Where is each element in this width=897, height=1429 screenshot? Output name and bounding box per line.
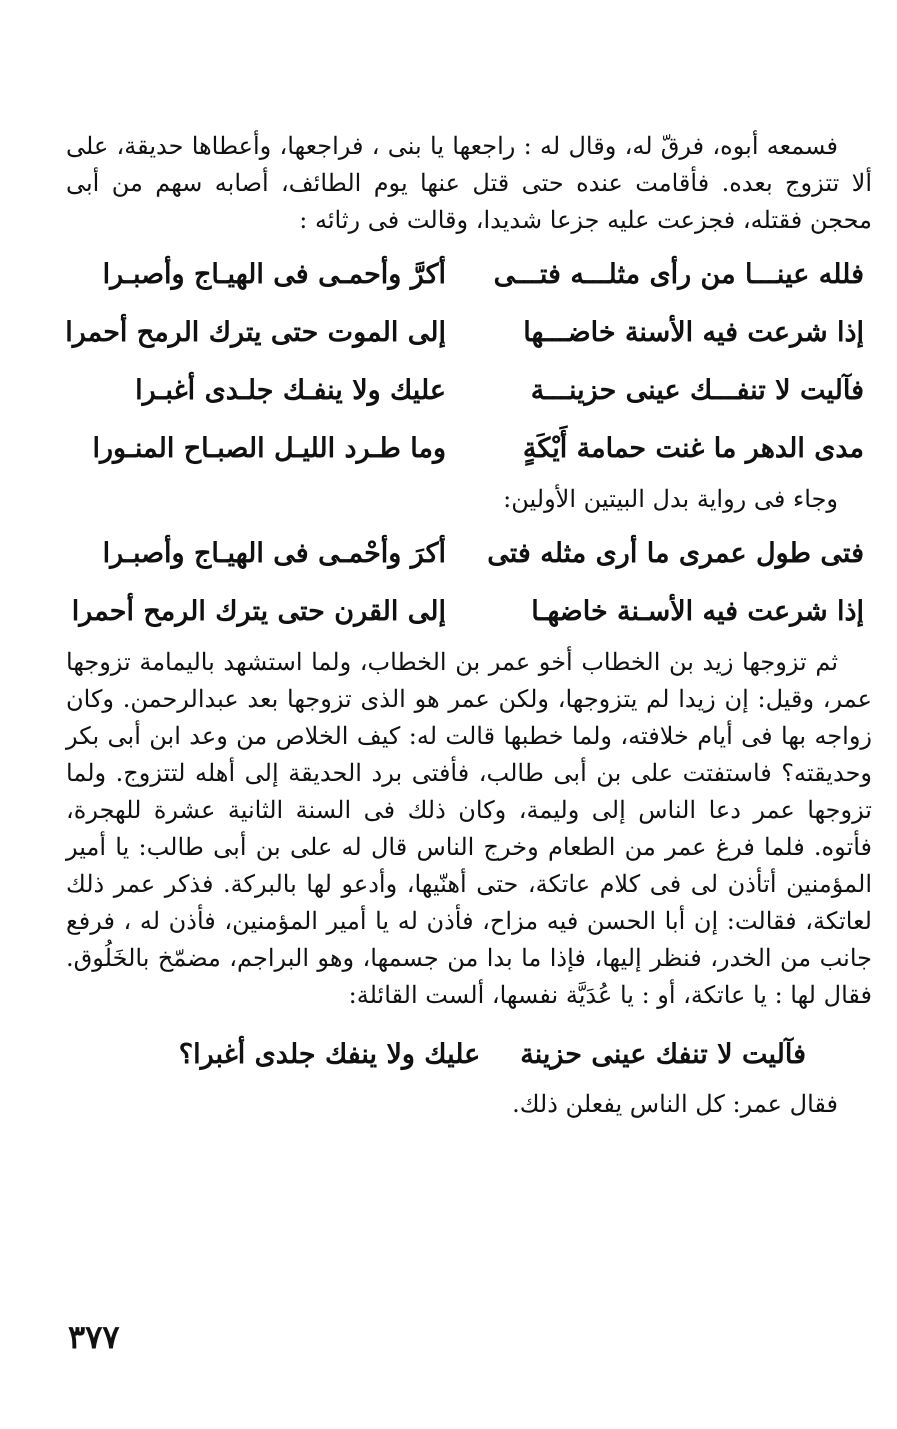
page-content <box>66 128 872 1123</box>
verse-line <box>66 524 872 582</box>
page-number: ٣٧٧ <box>68 1318 120 1356</box>
paragraph-2: وجاء فى رواية بدل البيتين الأولين: <box>503 485 838 513</box>
second-hemistich: عليك ولا ينفك جلدى أغبرا؟ <box>178 1038 481 1070</box>
verse-line <box>66 582 872 640</box>
verse-line <box>66 361 872 419</box>
first-hemistich: فآليت لا تنفـــك عينى حزينـــة <box>530 374 864 406</box>
first-hemistich: فلله عينـــا من رأى مثلـــه فتـــى <box>493 258 864 290</box>
first-hemistich: مدى الدهر ما غنت حمامة أَيْكَةٍ <box>522 432 864 464</box>
paragraph-3: ثم تزوجها زيد بن الخطاب أخو عمر بن الخطاب، ولما استشهد باليمامة تزوجها عمر، وقيل: إن زيدا لم يتزوجها، ولكن عمر هو الذى تزوجها بعد عبدالرحمن. وكان زواجه بها فى أيام خلافته، ولما خطبها قالت له: كيف الخلاص من وعد ابن أبى بكر وحديقته؟ فاستفتت على بن أبى طالب، فأفتى برد الحديقة إلى أهله لتتزوج. ولما تزوجها عمر دعا الناس إلى وليمة، وكان ذلك فى السنة الثانية عشرة للهجرة، فأتوه. فلما فرغ عمر من الطعام وخرج الناس قال له على بن أبى طالب: يا أمير المؤمنين أتأذن لى فى كلام عاتكة، حتى أهنّيها، وأدعو لها بالبركة. فذكر عمر ذلك لعاتكة، فقالت: إن أبا الحسن فيه مزاح، فأذن له يا أمير المؤمنين، فأذن له ، فرفع جانب من الخدر، فنظر إليها، فإذا ما بدا من جسمها، وهو البراجم، مضمّخ بالخَلُوق. فقال لها : يا عاتكة، أو : يا عُدَيَّة نفسها، ألست القائلة: <box>66 648 872 1009</box>
poem-variant <box>66 524 872 640</box>
verse-line <box>66 303 872 361</box>
poem-elegy <box>66 245 872 477</box>
second-hemistich: إلى القرن حتى يترك الرمح أحمرا <box>71 595 446 627</box>
first-hemistich: فتى طول عمرى ما أرى مثله فتى <box>487 537 864 569</box>
second-hemistich: وما طـرد الليـل الصبـاح المنـورا <box>92 432 446 464</box>
second-hemistich: إلى الموت حتى يترك الرمح أحمرا <box>65 316 446 348</box>
second-hemistich: أكرَّ وأحمـى فى الهيـاج وأصبـرا <box>102 258 446 290</box>
verse-line <box>66 245 872 303</box>
first-hemistich: فآليت لا تنفك عينى حزينة <box>520 1038 806 1070</box>
quoted-verse <box>66 1022 872 1086</box>
second-hemistich: أكرَ وأحْمـى فى الهيـاج وأصبـرا <box>102 537 446 569</box>
paragraph-1: فسمعه أبوه، فرقّ له، وقال له : راجعها يا بنى ، فراجعها، وأعطاها حديقة، على ألا تتزوج بعده. فأقامت عنده حتى قتل عنها يوم الطائف، أصابه سهم من أبى محجن فقتله، فجزعت عليه جزعا شديدا، وقالت فى رثائه : <box>66 132 873 234</box>
paragraph-4: فقال عمر: كل الناس يفعلن ذلك. <box>512 1090 838 1118</box>
verse-line <box>66 419 872 477</box>
second-hemistich: عليك ولا ينفـك جلـدى أغبـرا <box>135 374 446 406</box>
first-hemistich: إذا شرعت فيه الأسنة خاضـــها <box>523 316 864 348</box>
first-hemistich: إذا شرعت فيه الأسـنة خاضهـا <box>531 595 864 627</box>
